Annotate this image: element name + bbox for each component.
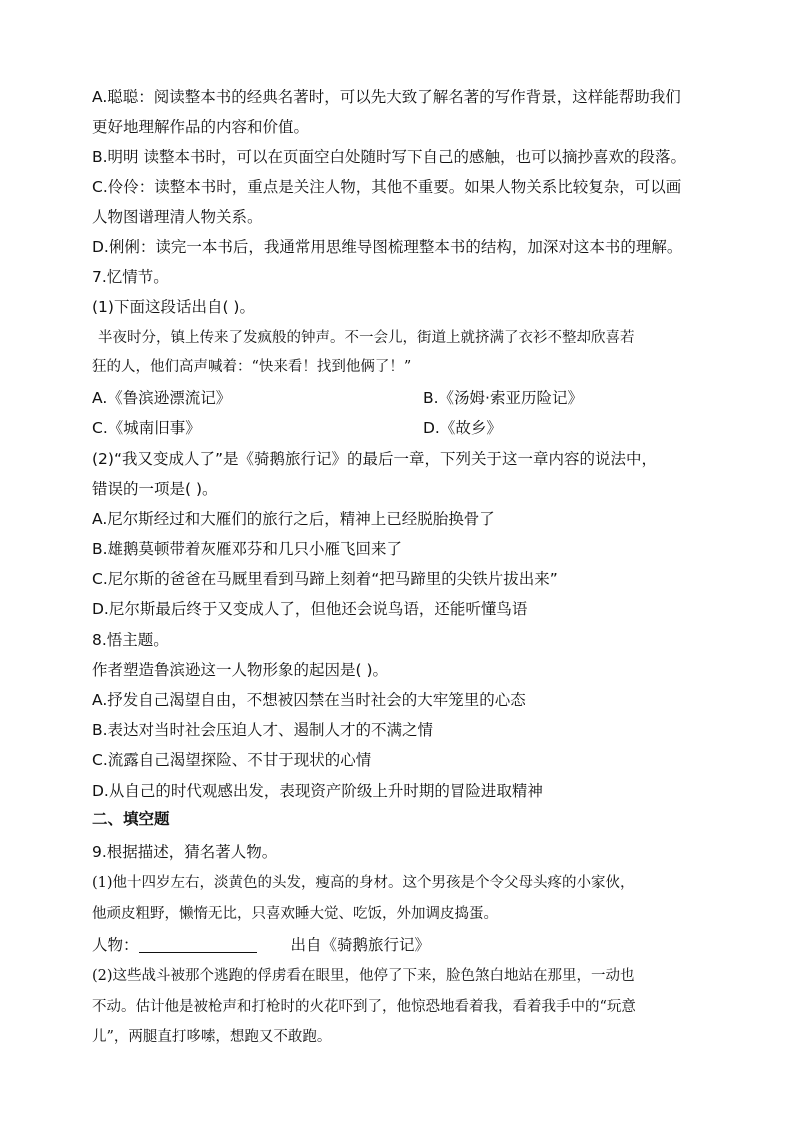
quote-line1: 半夜时分，镇上传来了发疯般的钟声。不一会儿，街道上就挤满了衣衫不整却欣喜若 xyxy=(98,330,635,346)
q8-option-a: A.抒发自己渴望自由，不想被囚禁在当时社会的大牢笼里的心态 xyxy=(92,691,526,709)
option-a-line2: 更好地理解作品的内容和价值。 xyxy=(92,118,310,136)
question-7-1-stem: (1)下面这段话出自( )。 xyxy=(92,298,255,316)
q7-1-option-d: D.《故乡》 xyxy=(423,419,502,437)
q7-1-option-a: A.《鲁滨逊漂流记》 xyxy=(92,389,232,407)
q8-option-b: B.表达对当时社会压迫人才、遏制人才的不满之情 xyxy=(92,721,434,739)
question-7-2-stem-line1: (2)“我又变成人了”是《骑鹅旅行记》的最后一章，下列关于这一章内容的说法中， xyxy=(92,450,658,468)
q9-1-answer-row xyxy=(92,934,430,956)
person-answer-blank[interactable] xyxy=(139,936,257,953)
option-b: B.明明 读整本书时，可以在页面空白处随时写下自己的感触，也可以摘抄喜欢的段落。 xyxy=(92,148,686,166)
q9-1-line1: (1)他十四岁左右，淡黄色的头发，瘦高的身材。这个男孩是个令父母头疼的小家伙， xyxy=(92,875,635,891)
q9-1-line2: 他顽皮粗野，懒惰无比，只喜欢睡大觉、吃饭，外加调皮捣蛋。 xyxy=(92,906,498,922)
q7-2-option-a: A.尼尔斯经过和大雁们的旅行之后，精神上已经脱胎换骨了 xyxy=(92,510,495,528)
question-8-stem: 作者塑造鲁滨逊这一人物形象的起因是( )。 xyxy=(92,661,389,679)
source-text: 出自《骑鹅旅行记》 xyxy=(290,936,431,954)
option-c-line2: 人物图谱理清人物关系。 xyxy=(92,208,263,226)
option-d: D.俐俐：读完一本书后，我通常用思维导图梳理整本书的结构，加深对这本书的理解。 xyxy=(92,238,683,256)
section-2-heading: 二、填空题 xyxy=(92,810,170,828)
q9-2-line2: 不动。估计他是被枪声和打枪时的火花吓到了，他惊恐地看着我，看着我手中的“玩意 xyxy=(92,999,636,1015)
quote-line2: 狂的人，他们高声喊着：“快来看！找到他俩了！” xyxy=(92,359,412,375)
q7-2-option-d: D.尼尔斯最后终于又变成人了，但他还会说鸟语，还能听懂鸟语 xyxy=(92,600,528,618)
q7-2-option-c: C.尼尔斯的爸爸在马厩里看到马蹄上刻着“把马蹄里的尖铁片拔出来” xyxy=(92,570,558,588)
q7-1-option-b: B.《汤姆·索亚历险记》 xyxy=(423,389,583,407)
q8-option-d: D.从自己的时代观感出发，表现资产阶级上升时期的冒险进取精神 xyxy=(92,782,543,800)
q9-2-line1: (2)这些战斗被那个逃跑的俘虏看在眼里，他停了下来，脸色煞白地站在那里，一动也 xyxy=(92,968,635,984)
question-7-title: 7.忆情节。 xyxy=(92,268,169,286)
q8-option-c: C.流露自己渴望探险、不甘于现状的心情 xyxy=(92,751,372,769)
option-a-line1: A.聪聪：阅读整本书的经典名著时，可以先大致了解名著的写作背景，这样能帮助我们 xyxy=(92,88,681,106)
q7-1-option-c: C.《城南旧事》 xyxy=(92,419,201,437)
q9-2-line3: 儿”，两腿直打哆嗦，想跑又不敢跑。 xyxy=(92,1029,332,1045)
question-8-title: 8.悟主题。 xyxy=(92,631,169,649)
option-c-line1: C.伶伶：读整本书时，重点是关注人物，其他不重要。如果人物关系比较复杂，可以画 xyxy=(92,178,682,196)
person-label: 人物： xyxy=(92,936,139,954)
question-9-title: 9.根据描述，猜名著人物。 xyxy=(92,843,278,861)
question-7-2-stem-line2: 错误的一项是( )。 xyxy=(92,480,218,498)
q7-2-option-b: B.雄鹅莫顿带着灰雁邓芬和几只小雁飞回来了 xyxy=(92,540,403,558)
